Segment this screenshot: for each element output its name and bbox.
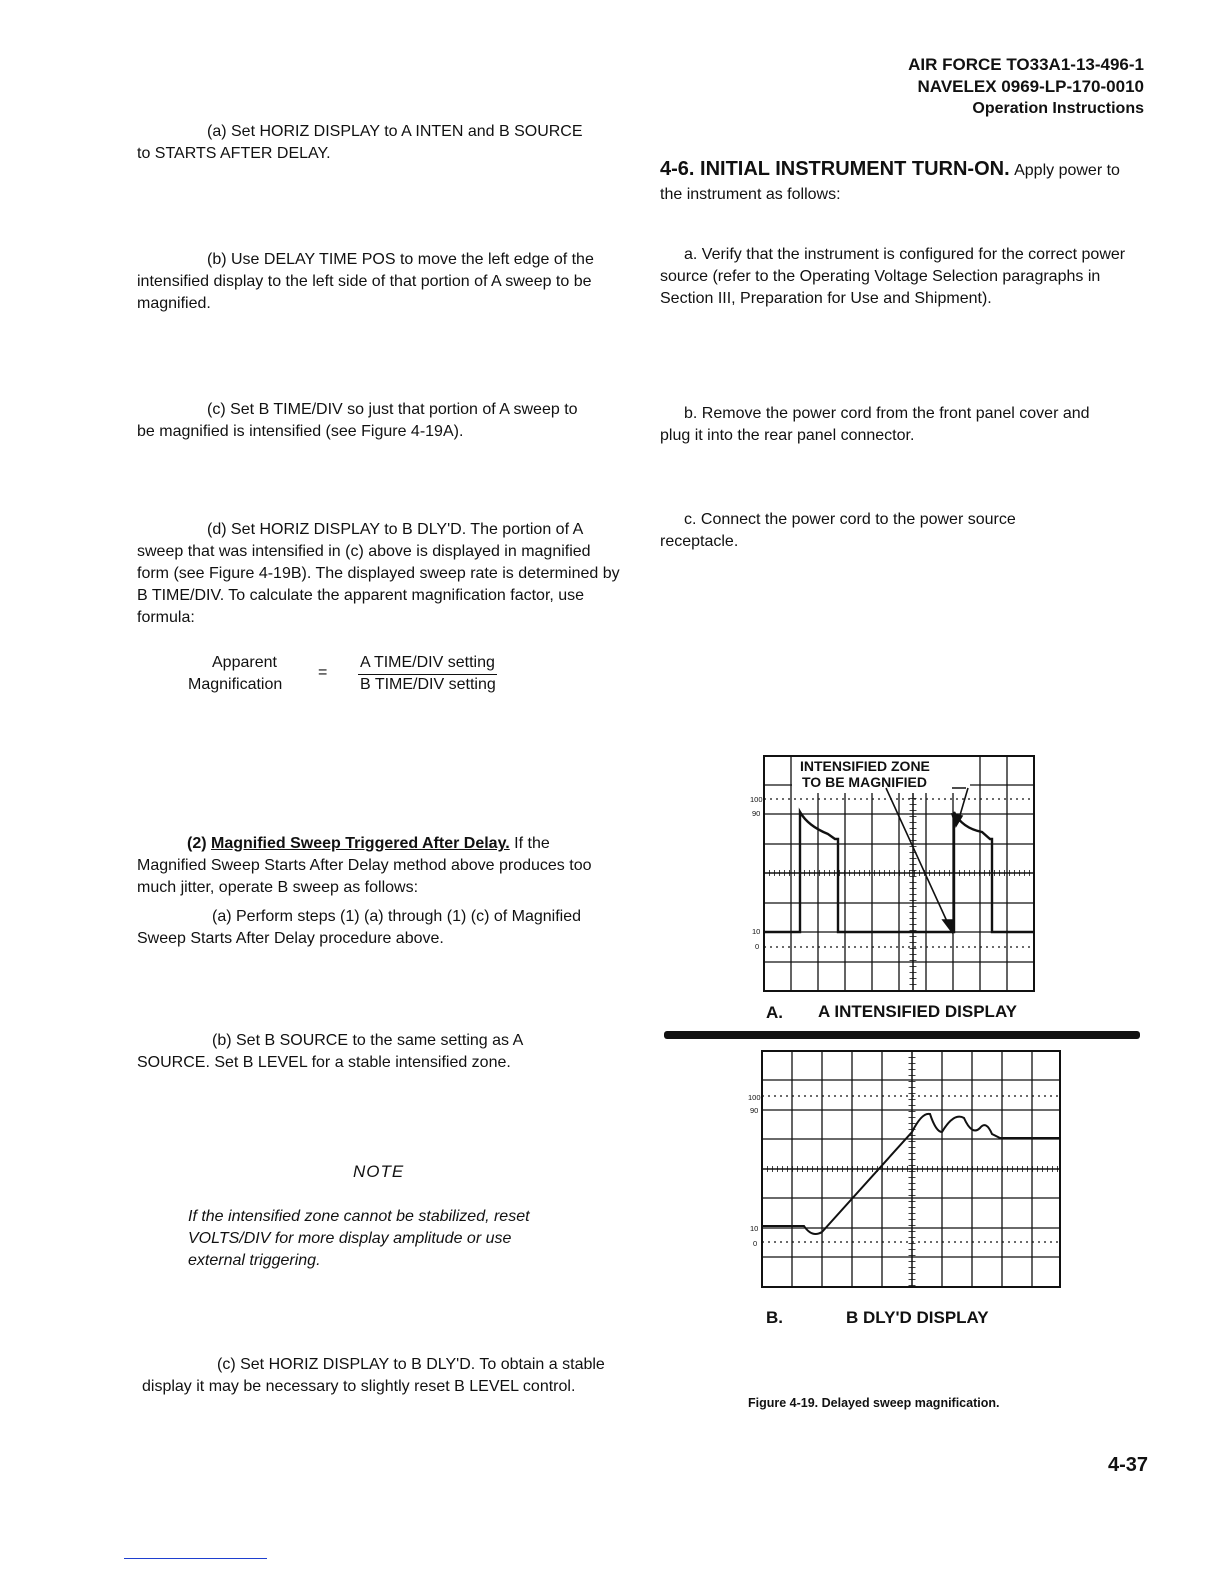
panel-b-90: 90 bbox=[750, 1106, 759, 1115]
panel-b-10: 10 bbox=[750, 1224, 759, 1233]
step-2c: (c) Set HORIZ DISPLAY to B DLY'D. To obtain a stable display it may be necessary to slightly reset B LEVEL control. bbox=[142, 1356, 605, 1395]
panel-a-letter: A. bbox=[766, 1003, 783, 1022]
panel-b-letter: B. bbox=[766, 1308, 783, 1327]
panel-b-100: 100 bbox=[748, 1093, 761, 1102]
step-2-title: Magnified Sweep Triggered After Delay. bbox=[211, 835, 510, 852]
section-heading-rest: Apply power to the instrument as follows: bbox=[660, 162, 1120, 203]
note-title: NOTE bbox=[353, 1162, 405, 1181]
panel-b-labels bbox=[748, 1093, 761, 1248]
formula-denominator: B TIME/DIV setting bbox=[360, 676, 496, 693]
step-c: c. Connect the power cord to the power source receptacle. bbox=[660, 511, 1016, 550]
intensified-zone-arrows bbox=[886, 788, 968, 932]
panel-a-title: A INTENSIFIED DISPLAY bbox=[818, 1002, 1017, 1021]
header-line-1: AIR FORCE TO33A1-13-496-1 bbox=[908, 55, 1144, 74]
step-b: b. Remove the power cord from the front panel cover and plug it into the rear panel connector. bbox=[660, 405, 1090, 444]
panel-a-labels bbox=[750, 795, 763, 951]
step-1b: (b) Use DELAY TIME POS to move the left edge of the intensified display to the left side of that portion of A sweep to be magnified. bbox=[137, 251, 594, 312]
panel-b-title: B DLY'D DISPLAY bbox=[846, 1308, 989, 1327]
step-1a: (a) Set HORIZ DISPLAY to A INTEN and B SOURCE to STARTS AFTER DELAY. bbox=[137, 123, 583, 162]
doc-header bbox=[744, 54, 1144, 120]
step-2a: (a) Perform steps (1) (a) through (1) (c) of Magnified Sweep Starts After Delay procedure above. bbox=[137, 908, 582, 947]
zone-label-1: INTENSIFIED ZONE bbox=[800, 758, 930, 774]
step-1d: (d) Set HORIZ DISPLAY to B DLY'D. The portion of A sweep that was intensified in (c) above is displayed in magnified form (see Figure 4-19B). The displayed sweep rate is determined by B TIME/DIV. To calculate the apparent magnification factor, use formula: bbox=[137, 521, 620, 626]
bottom-rule bbox=[124, 1558, 267, 1559]
panel-a-90: 90 bbox=[752, 809, 761, 818]
step-2-intro bbox=[137, 833, 617, 899]
step-a: a. Verify that the instrument is configured for the correct power source (refer to the Operating Voltage Selection paragraphs in Section III, Preparation for Use and Shipment). bbox=[660, 246, 1126, 307]
panel-a-0: 0 bbox=[755, 942, 760, 951]
figure-separator bbox=[664, 1031, 1140, 1039]
figure-caption: Figure 4-19. Delayed sweep magnification. bbox=[748, 1396, 1000, 1410]
step-2b: (b) Set B SOURCE to the same setting as A SOURCE. Set B LEVEL for a stable intensified zone. bbox=[137, 1032, 523, 1071]
panel-a-10: 10 bbox=[752, 927, 761, 936]
panel-a-100: 100 bbox=[750, 795, 763, 804]
figure-4-19 bbox=[640, 740, 1160, 1420]
step-1c: (c) Set B TIME/DIV so just that portion of A sweep to be magnified is intensified (see Figure 4-19A). bbox=[137, 401, 578, 440]
panel-b-waveform bbox=[762, 1114, 1060, 1234]
note-body: If the intensified zone cannot be stabilized, reset VOLTS/DIV for more display amplitude or use external triggering. bbox=[188, 1208, 530, 1269]
page-number: 4-37 bbox=[1107, 1454, 1148, 1476]
panel-b-graticule bbox=[762, 1051, 1060, 1287]
magnification-formula bbox=[170, 650, 550, 698]
section-heading bbox=[660, 158, 1140, 207]
step-2-rest: If the Magnified Sweep Starts After Delay method above produces too much jitter, operate B sweep as follows: bbox=[137, 835, 592, 896]
header-line-3: Operation Instructions bbox=[972, 100, 1144, 117]
zone-label-2: TO BE MAGNIFIED bbox=[802, 774, 927, 790]
formula-lhs-1: Apparent bbox=[212, 654, 277, 671]
formula-lhs-2: Magnification bbox=[188, 676, 283, 693]
step-2-prefix: (2) bbox=[187, 835, 211, 852]
formula-equals: = bbox=[318, 664, 328, 681]
panel-b-0: 0 bbox=[753, 1239, 758, 1248]
formula-numerator: A TIME/DIV setting bbox=[358, 652, 497, 675]
header-line-2: NAVELEX 0969-LP-170-0010 bbox=[917, 77, 1144, 96]
section-heading-title: 4-6. INITIAL INSTRUMENT TURN-ON. bbox=[660, 158, 1010, 180]
